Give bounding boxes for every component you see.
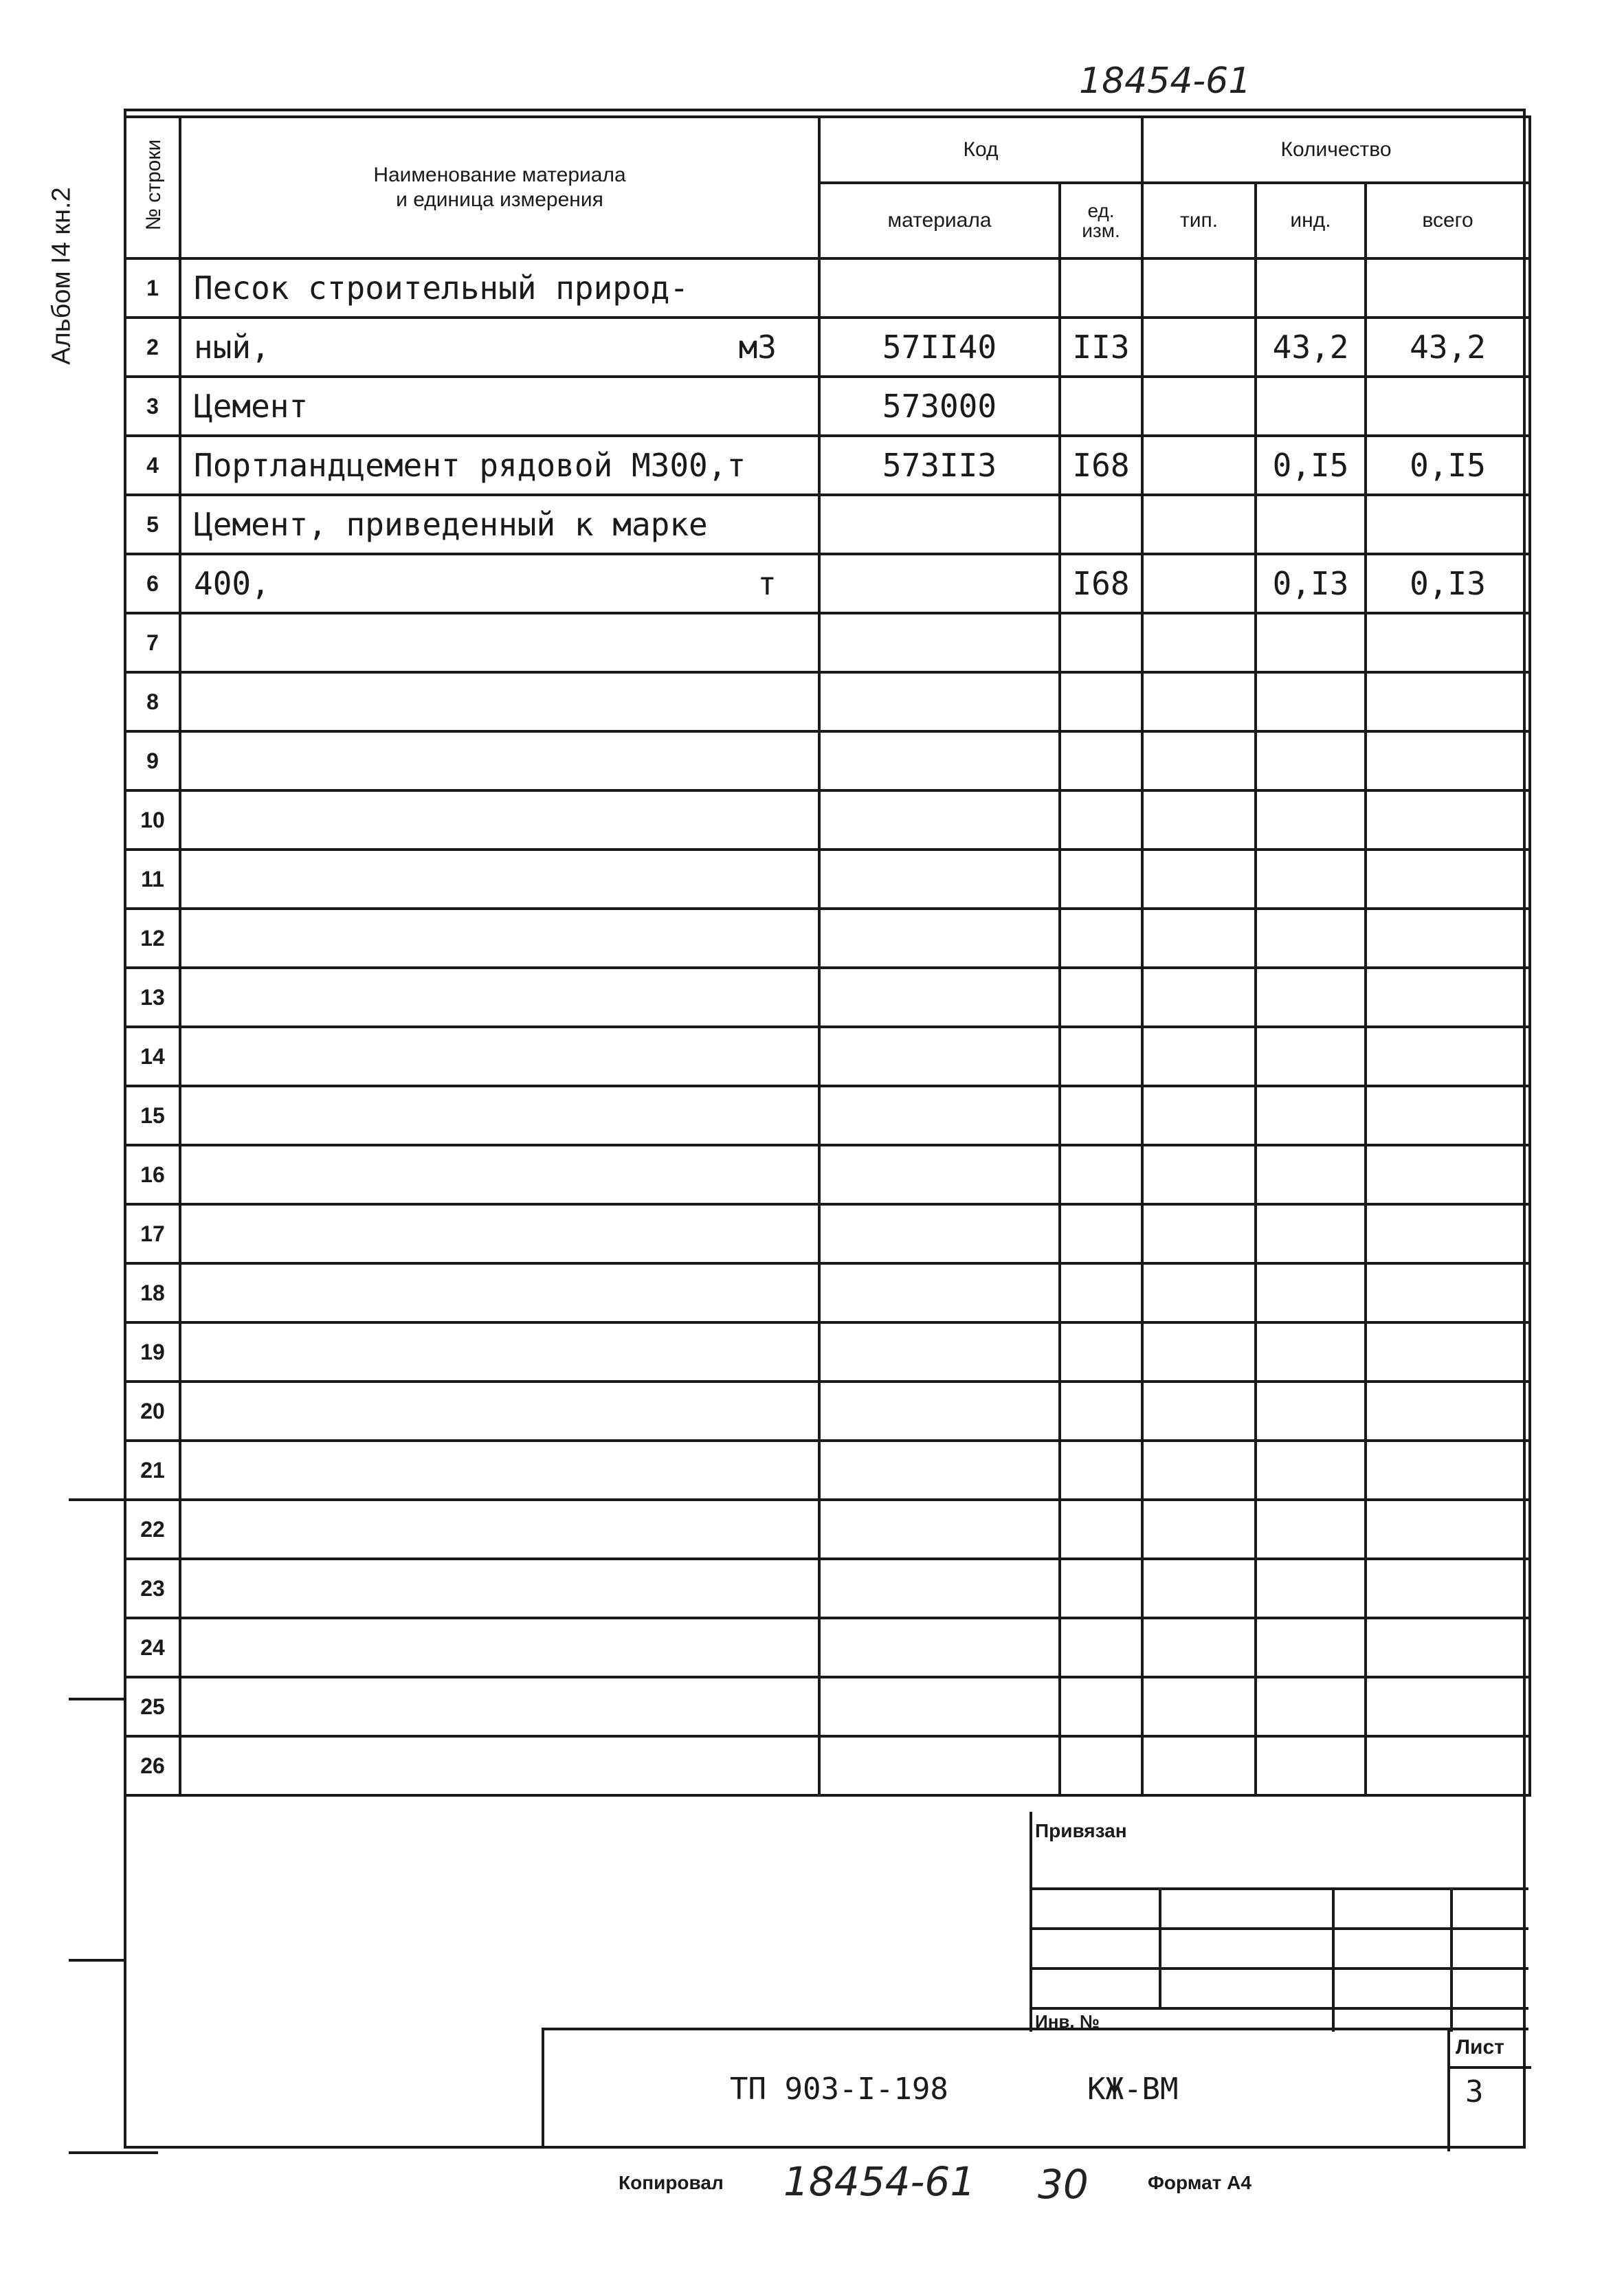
material-name-cell <box>180 1382 819 1441</box>
material-name: Портландцемент рядовой М300,т <box>194 447 746 484</box>
qty-ind <box>1256 495 1366 554</box>
qty-ind <box>1256 1086 1366 1145</box>
row-number: 17 <box>125 1204 180 1263</box>
material-code <box>819 968 1060 1027</box>
header-code-unit: ед. изм. <box>1060 183 1142 258</box>
qty-ind <box>1256 731 1366 790</box>
stamp-block <box>1030 1812 1528 2032</box>
doc-mark: КЖ-ВМ <box>1087 2072 1179 2107</box>
qty-total <box>1366 850 1530 909</box>
unit-code <box>1060 731 1142 790</box>
qty-ind <box>1256 377 1366 436</box>
unit-code <box>1060 495 1142 554</box>
qty-typ <box>1142 613 1256 672</box>
unit-code <box>1060 1086 1142 1145</box>
unit-code <box>1060 377 1142 436</box>
qty-ind <box>1256 1677 1366 1736</box>
row-number: 3 <box>125 377 180 436</box>
table-row <box>125 790 1530 850</box>
material-name-cell <box>180 1322 819 1382</box>
qty-typ <box>1142 1559 1256 1618</box>
qty-total <box>1366 672 1530 731</box>
qty-typ <box>1142 436 1256 495</box>
qty-ind <box>1256 1559 1366 1618</box>
material-code <box>819 258 1060 318</box>
material-name-cell <box>180 1086 819 1145</box>
qty-total <box>1366 1204 1530 1263</box>
unit-code <box>1060 909 1142 968</box>
row-number: 8 <box>125 672 180 731</box>
qty-typ <box>1142 1500 1256 1559</box>
material-name-cell <box>180 672 819 731</box>
qty-ind <box>1256 850 1366 909</box>
qty-ind <box>1256 909 1366 968</box>
material-code <box>819 1677 1060 1736</box>
qty-typ <box>1142 850 1256 909</box>
table-row <box>125 1500 1530 1559</box>
qty-total <box>1366 1736 1530 1795</box>
qty-ind <box>1256 790 1366 850</box>
material-name: Цемент, приведенный к марке <box>194 506 708 543</box>
unit-code <box>1060 1677 1142 1736</box>
table-row <box>125 1204 1530 1263</box>
qty-total <box>1366 1263 1530 1322</box>
qty-ind <box>1256 1263 1366 1322</box>
row-number: 24 <box>125 1618 180 1677</box>
table-row <box>125 731 1530 790</box>
material-code <box>819 1322 1060 1382</box>
qty-ind <box>1256 1500 1366 1559</box>
margin-tick <box>69 1959 124 1962</box>
table-row <box>125 613 1530 672</box>
unit-code <box>1060 1618 1142 1677</box>
qty-typ <box>1142 1145 1256 1204</box>
table-row <box>125 495 1530 554</box>
material-code <box>819 1145 1060 1204</box>
qty-total <box>1366 1618 1530 1677</box>
material-name-cell <box>180 850 819 909</box>
qty-typ <box>1142 1086 1256 1145</box>
unit-code <box>1060 1322 1142 1382</box>
qty-total <box>1366 1441 1530 1500</box>
header-qty-total: всего <box>1366 183 1530 258</box>
material-code: 57II40 <box>819 318 1060 377</box>
table-row <box>125 1618 1530 1677</box>
material-code <box>819 1263 1060 1322</box>
sheet-number: 3 <box>1465 2074 1484 2109</box>
material-code <box>819 613 1060 672</box>
qty-typ <box>1142 790 1256 850</box>
qty-typ <box>1142 731 1256 790</box>
row-number: 10 <box>125 790 180 850</box>
material-name-cell <box>180 1263 819 1322</box>
table-row <box>125 1736 1530 1795</box>
header-qty-typ: тип. <box>1142 183 1256 258</box>
material-name: Песок строительный природ- <box>194 269 689 307</box>
header-row-no-text: № строки <box>142 139 165 231</box>
material-code: 573000 <box>819 377 1060 436</box>
table-row <box>125 672 1530 731</box>
material-name-cell <box>180 495 819 554</box>
material-name-cell <box>180 377 819 436</box>
qty-total <box>1366 731 1530 790</box>
material-name-cell <box>180 318 819 377</box>
material-name-cell <box>180 1441 819 1500</box>
row-number: 7 <box>125 613 180 672</box>
unit-code <box>1060 1736 1142 1795</box>
qty-ind <box>1256 1618 1366 1677</box>
row-number: 9 <box>125 731 180 790</box>
qty-ind <box>1256 1145 1366 1204</box>
unit-code: I68 <box>1060 436 1142 495</box>
qty-ind: 43,2 <box>1256 318 1366 377</box>
table-row <box>125 1382 1530 1441</box>
row-number: 12 <box>125 909 180 968</box>
material-name-cell <box>180 554 819 613</box>
qty-total <box>1366 1677 1530 1736</box>
qty-total <box>1366 909 1530 968</box>
table-row <box>125 909 1530 968</box>
qty-total <box>1366 1027 1530 1086</box>
material-name-cell <box>180 790 819 850</box>
material-name-cell <box>180 968 819 1027</box>
doc-code-text: ТП 903-I-198 <box>730 2072 948 2107</box>
qty-total <box>1366 1145 1530 1204</box>
qty-ind <box>1256 1204 1366 1263</box>
header-code-material: материала <box>819 183 1060 258</box>
qty-total <box>1366 1559 1530 1618</box>
margin-tick <box>69 1498 124 1501</box>
qty-typ <box>1142 968 1256 1027</box>
row-number: 5 <box>125 495 180 554</box>
material-name-cell <box>180 613 819 672</box>
qty-ind <box>1256 968 1366 1027</box>
row-number: 19 <box>125 1322 180 1382</box>
material-code <box>819 672 1060 731</box>
table-row <box>125 1559 1530 1618</box>
material-name-cell <box>180 1736 819 1795</box>
unit-code <box>1060 1382 1142 1441</box>
header-name: Наименование материала и единица измерения <box>180 117 819 258</box>
unit-code <box>1060 1027 1142 1086</box>
unit-code <box>1060 1145 1142 1204</box>
qty-total <box>1366 968 1530 1027</box>
row-number: 6 <box>125 554 180 613</box>
material-name-cell <box>180 1677 819 1736</box>
table-row <box>125 1027 1530 1086</box>
stamp-inv-no: Инв. № <box>1035 2011 1100 2032</box>
materials-table <box>124 115 1531 1797</box>
material-name-cell <box>180 1204 819 1263</box>
material-code <box>819 495 1060 554</box>
material-code <box>819 731 1060 790</box>
material-unit: т <box>757 565 777 602</box>
material-name-cell <box>180 1145 819 1204</box>
row-number: 1 <box>125 258 180 318</box>
material-code <box>819 1618 1060 1677</box>
unit-code: II3 <box>1060 318 1142 377</box>
row-number: 21 <box>125 1441 180 1500</box>
material-name-cell <box>180 1618 819 1677</box>
qty-ind <box>1256 1027 1366 1086</box>
title-strip <box>542 2028 1528 2149</box>
qty-typ <box>1142 1618 1256 1677</box>
qty-ind <box>1256 1441 1366 1500</box>
row-number: 15 <box>125 1086 180 1145</box>
table-row <box>125 1086 1530 1145</box>
material-name: 400, <box>194 565 270 602</box>
table-row <box>125 554 1530 613</box>
qty-typ <box>1142 1382 1256 1441</box>
row-number: 2 <box>125 318 180 377</box>
material-code <box>819 1204 1060 1263</box>
qty-typ <box>1142 1263 1256 1322</box>
qty-ind <box>1256 1382 1366 1441</box>
table-row <box>125 377 1530 436</box>
material-name-cell <box>180 258 819 318</box>
material-name-cell <box>180 731 819 790</box>
top-handwritten-note: 18454-61 <box>1079 60 1252 102</box>
row-number: 13 <box>125 968 180 1027</box>
qty-total: 0,I5 <box>1366 436 1530 495</box>
unit-code <box>1060 850 1142 909</box>
qty-ind: 0,I5 <box>1256 436 1366 495</box>
footer-hand-number: 18454-61 <box>783 2158 976 2205</box>
unit-code <box>1060 1500 1142 1559</box>
table-row <box>125 1677 1530 1736</box>
footer-hand-page: 30 <box>1038 2161 1089 2208</box>
album-side-label-text: Альбом I4 кн.2 <box>47 187 76 365</box>
unit-code <box>1060 1441 1142 1500</box>
material-name-cell <box>180 436 819 495</box>
header-code: Код <box>819 117 1142 183</box>
unit-code <box>1060 968 1142 1027</box>
table-row <box>125 1441 1530 1500</box>
footer <box>619 2158 1375 2213</box>
material-code <box>819 1382 1060 1441</box>
qty-typ <box>1142 1736 1256 1795</box>
material-code <box>819 1086 1060 1145</box>
qty-ind <box>1256 672 1366 731</box>
row-number: 22 <box>125 1500 180 1559</box>
unit-code <box>1060 1204 1142 1263</box>
material-code <box>819 1500 1060 1559</box>
material-name-cell <box>180 1559 819 1618</box>
material-code <box>819 790 1060 850</box>
row-number: 26 <box>125 1736 180 1795</box>
unit-code <box>1060 790 1142 850</box>
qty-ind: 0,I3 <box>1256 554 1366 613</box>
table-row <box>125 968 1530 1027</box>
qty-typ <box>1142 1322 1256 1382</box>
material-name-cell <box>180 909 819 968</box>
unit-code <box>1060 1559 1142 1618</box>
qty-typ <box>1142 377 1256 436</box>
row-number: 25 <box>125 1677 180 1736</box>
qty-typ <box>1142 909 1256 968</box>
album-side-label <box>27 110 96 454</box>
row-number: 20 <box>125 1382 180 1441</box>
material-code <box>819 850 1060 909</box>
row-number: 14 <box>125 1027 180 1086</box>
qty-typ <box>1142 672 1256 731</box>
material-code: 573II3 <box>819 436 1060 495</box>
margin-tick <box>69 1698 124 1700</box>
material-code <box>819 1559 1060 1618</box>
material-name-cell <box>180 1027 819 1086</box>
unit-code: I68 <box>1060 554 1142 613</box>
qty-total: 43,2 <box>1366 318 1530 377</box>
row-number: 16 <box>125 1145 180 1204</box>
qty-typ <box>1142 258 1256 318</box>
qty-total <box>1366 790 1530 850</box>
material-code <box>819 1736 1060 1795</box>
stamp-privyazan: Привязан <box>1035 1820 1127 1841</box>
row-number: 11 <box>125 850 180 909</box>
qty-ind <box>1256 1322 1366 1382</box>
material-code <box>819 1441 1060 1500</box>
qty-total <box>1366 377 1530 436</box>
table-row <box>125 1322 1530 1382</box>
unit-code <box>1060 1263 1142 1322</box>
unit-code <box>1060 613 1142 672</box>
material-code <box>819 1027 1060 1086</box>
material-unit: м3 <box>738 329 777 366</box>
qty-typ <box>1142 1677 1256 1736</box>
qty-total: 0,I3 <box>1366 554 1530 613</box>
qty-typ <box>1142 1441 1256 1500</box>
material-name-cell <box>180 1500 819 1559</box>
material-code <box>819 909 1060 968</box>
qty-total <box>1366 613 1530 672</box>
material-code <box>819 554 1060 613</box>
footer-copied: Копировал <box>619 2172 724 2193</box>
table-row <box>125 436 1530 495</box>
sheet-label: Лист <box>1456 2036 1504 2059</box>
table-row <box>125 1263 1530 1322</box>
doc-code <box>730 2072 948 2107</box>
qty-ind <box>1256 258 1366 318</box>
unit-code <box>1060 258 1142 318</box>
qty-typ <box>1142 554 1256 613</box>
table-row <box>125 318 1530 377</box>
qty-total <box>1366 258 1530 318</box>
qty-ind <box>1256 613 1366 672</box>
qty-total <box>1366 495 1530 554</box>
margin-tick <box>69 2151 158 2154</box>
header-row-no <box>125 117 180 258</box>
table-row <box>125 1145 1530 1204</box>
footer-format: Формат А4 <box>1148 2172 1252 2193</box>
material-name: Цемент <box>194 388 309 425</box>
header-qty-ind: инд. <box>1256 183 1366 258</box>
qty-total <box>1366 1322 1530 1382</box>
qty-typ <box>1142 1204 1256 1263</box>
header-quantity: Количество <box>1142 117 1530 183</box>
qty-total <box>1366 1382 1530 1441</box>
unit-code <box>1060 672 1142 731</box>
row-number: 18 <box>125 1263 180 1322</box>
qty-ind <box>1256 1736 1366 1795</box>
material-name: ный, <box>194 329 270 366</box>
row-number: 4 <box>125 436 180 495</box>
row-number: 23 <box>125 1559 180 1618</box>
qty-typ <box>1142 318 1256 377</box>
qty-total <box>1366 1500 1530 1559</box>
table-row <box>125 850 1530 909</box>
qty-typ <box>1142 495 1256 554</box>
qty-total <box>1366 1086 1530 1145</box>
qty-typ <box>1142 1027 1256 1086</box>
table-row <box>125 258 1530 318</box>
